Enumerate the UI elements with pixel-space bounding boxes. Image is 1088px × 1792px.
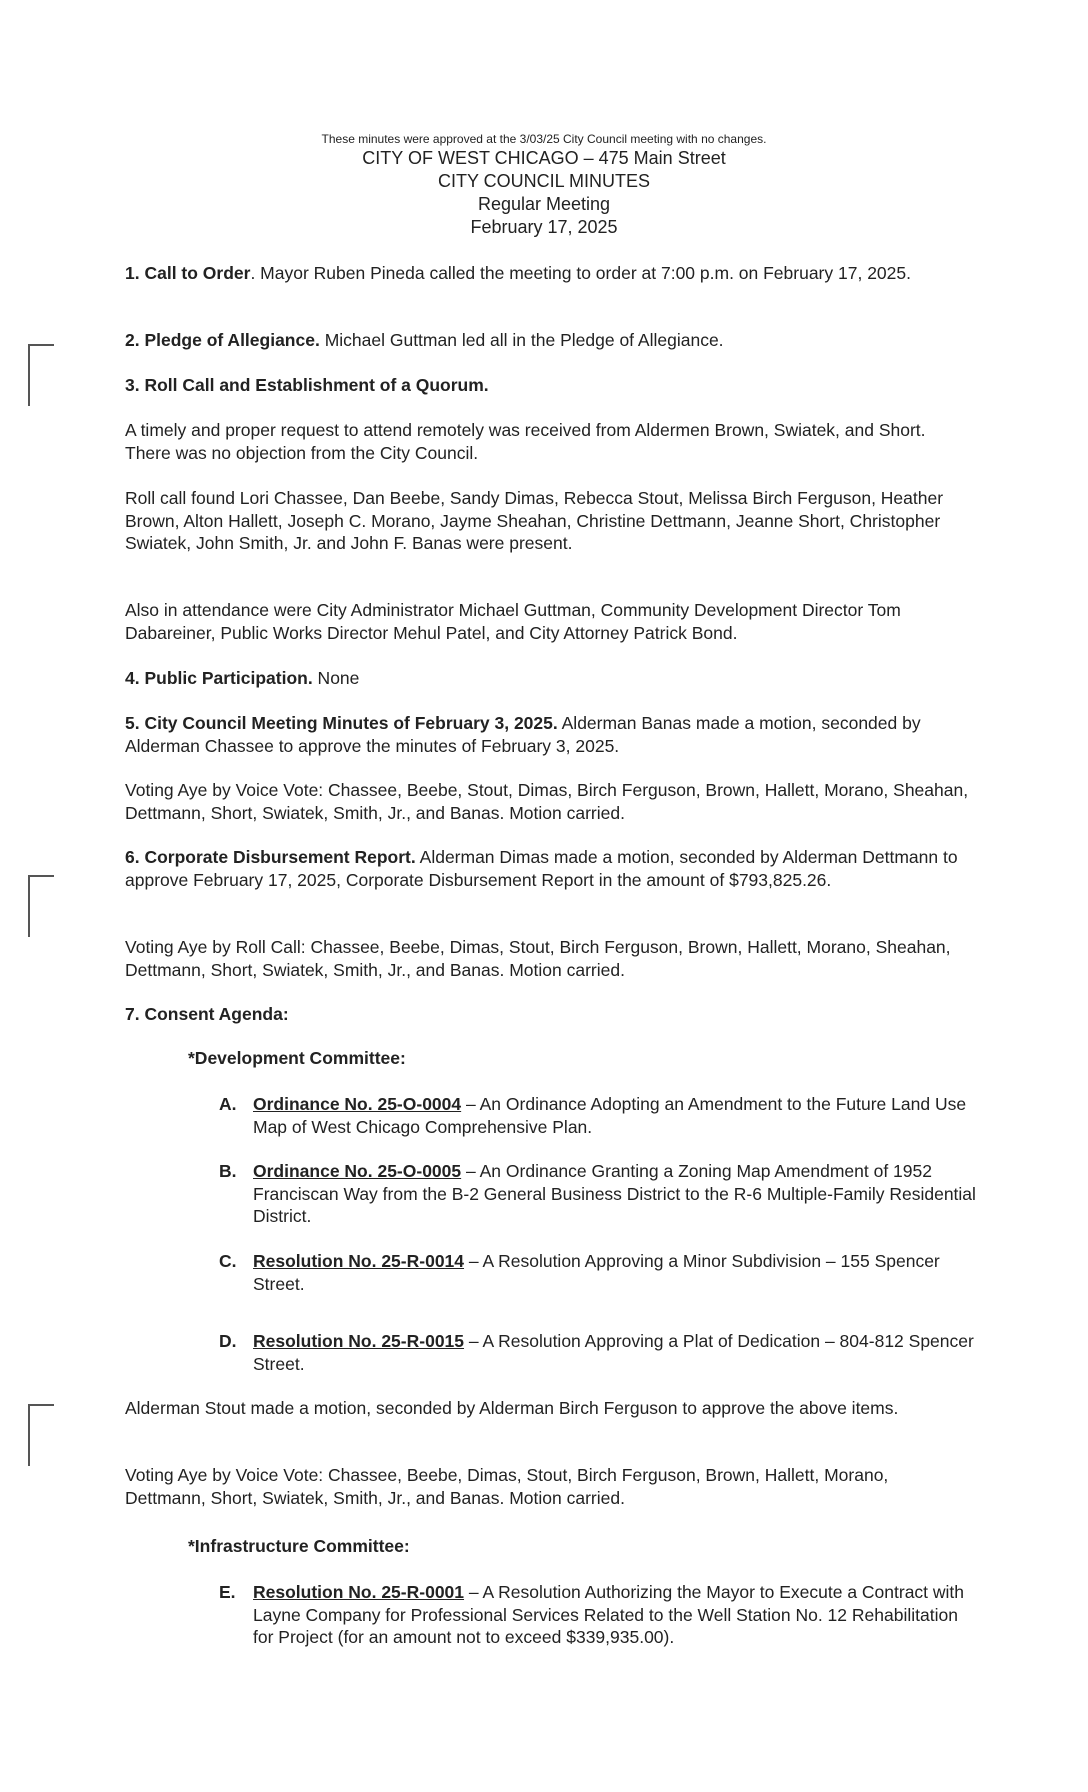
development-motion-paragraph: Alderman Stout made a motion, seconded by Alderman Birch Ferguson to approve the above items.: [125, 1398, 899, 1418]
development-vote-paragraph: Voting Aye by Voice Vote: Chassee, Beebe, Dimas, Stout, Birch Ferguson, Brown, Hallett, Morano, Dettmann, Short, Swiatek, Smith, Jr., and Banas. Motion carried.: [125, 1465, 889, 1508]
item-letter: B.: [219, 1161, 237, 1181]
section-heading: 4. Public Participation.: [125, 668, 313, 688]
section-heading: 1. Call to Order: [125, 263, 251, 283]
item-letter: D.: [219, 1331, 237, 1351]
agenda-item: [219, 1160, 979, 1228]
agenda-item: [219, 1250, 979, 1295]
section-public-participation: [125, 667, 970, 690]
section-pledge: [125, 329, 970, 352]
meeting-date: February 17, 2025: [470, 217, 618, 237]
item-description: – An Ordinance Granting a Zoning Map Amendment of 1952 Franciscan Way from the B-2 General Business District to the R-6 Multiple-Family Residential District.: [253, 1161, 976, 1226]
attendance-paragraph: Also in attendance were City Administrator Michael Guttman, Community Development Director Tom Dabareiner, Public Works Director Mehul Patel, and City Attorney Patrick Bond.: [125, 600, 901, 643]
section-disbursement-report: [125, 846, 970, 891]
item-reference: Resolution No. 25-R-0014: [253, 1251, 465, 1271]
section-heading: 3. Roll Call and Establishment of a Quorum.: [125, 375, 489, 395]
disbursement-vote-paragraph: Voting Aye by Roll Call: Chassee, Beebe, Dimas, Stout, Birch Ferguson, Brown, Hallett, Morano, Sheahan, Dettmann, Short, Swiatek, Smith, Jr., and Banas. Motion carried.: [125, 937, 951, 980]
section-text: None: [312, 668, 360, 688]
item-reference: Resolution No. 25-R-0015: [253, 1331, 465, 1351]
infrastructure-committee-heading: *Infrastructure Committee:: [188, 1536, 410, 1556]
margin-bracket-mark: [28, 875, 54, 937]
city-line: CITY OF WEST CHICAGO – 475 Main Street: [362, 148, 726, 168]
item-letter: E.: [219, 1582, 236, 1602]
margin-bracket-mark: [28, 1404, 54, 1466]
section-call-to-order: [125, 262, 970, 285]
agenda-item: [219, 1330, 979, 1375]
roll-call-paragraph: Roll call found Lori Chassee, Dan Beebe, Sandy Dimas, Rebecca Stout, Melissa Birch Ferguson, Heather Brown, Alton Hallett, Joseph C. Morano, Jayme Sheahan, Christine Dettmann, Jeanne Short, Christopher Swiatek, John Smith, Jr. and John F. Banas were present.: [125, 488, 944, 553]
item-letter: C.: [219, 1251, 237, 1271]
meeting-type: Regular Meeting: [477, 194, 611, 214]
remote-attendance-paragraph: A timely and proper request to attend remotely was received from Aldermen Brown, Swiatek, and Short. There was no objection from the City Council.: [125, 420, 926, 463]
development-committee-heading: *Development Committee:: [188, 1048, 406, 1068]
agenda-item: [219, 1581, 979, 1649]
minutes-vote-paragraph: Voting Aye by Voice Vote: Chassee, Beebe, Stout, Dimas, Birch Ferguson, Brown, Hallett, Morano, Sheahan, Dettmann, Short, Swiatek, Smith, Jr., and Banas. Motion carried.: [125, 780, 969, 823]
section-text: Alderman Banas made a motion, seconded by Alderman Chassee to approve the minutes of February 3, 2025.: [125, 713, 921, 756]
item-description: – A Resolution Approving a Minor Subdivision – 155 Spencer Street.: [253, 1251, 940, 1294]
section-text: Alderman Dimas made a motion, seconded by Alderman Dettmann to approve February 17, 2025, Corporate Disbursement Report in the amount of $793,825.26.: [125, 847, 958, 890]
section-heading: 2. Pledge of Allegiance.: [125, 330, 320, 350]
item-description: – An Ordinance Adopting an Amendment to the Future Land Use Map of West Chicago Comprehensive Plan.: [253, 1094, 967, 1137]
item-letter: A.: [219, 1094, 237, 1114]
section-text: Michael Guttman led all in the Pledge of Allegiance.: [319, 330, 724, 350]
section-consent-agenda: [125, 1003, 970, 1026]
agenda-item: [219, 1093, 979, 1138]
approval-note: These minutes were approved at the 3/03/25 City Council meeting with no changes.: [321, 132, 767, 146]
item-reference: Ordinance No. 25-O-0005: [253, 1161, 462, 1181]
margin-bracket-mark: [28, 344, 54, 406]
section-heading: 6. Corporate Disbursement Report.: [125, 847, 416, 867]
section-text: . Mayor Ruben Pineda called the meeting to order at 7:00 p.m. on February 17, 2025.: [250, 263, 911, 283]
section-roll-call: [125, 374, 970, 397]
document-title: CITY COUNCIL MINUTES: [437, 171, 651, 191]
item-description: – A Resolution Approving a Plat of Dedication – 804-812 Spencer Street.: [253, 1331, 974, 1374]
section-heading: 7. Consent Agenda:: [125, 1004, 289, 1024]
item-reference: Resolution No. 25-R-0001: [253, 1582, 465, 1602]
item-description: – A Resolution Authorizing the Mayor to Execute a Contract with Layne Company for Professional Services Related to the Well Station No. 12 Rehabilitation for Project (for an amount not to exceed $339,935.00).: [253, 1582, 965, 1647]
section-meeting-minutes: [125, 712, 970, 757]
item-reference: Ordinance No. 25-O-0004: [253, 1094, 462, 1114]
section-heading: 5. City Council Meeting Minutes of February 3, 2025.: [125, 713, 558, 733]
document-header: [0, 131, 1088, 239]
